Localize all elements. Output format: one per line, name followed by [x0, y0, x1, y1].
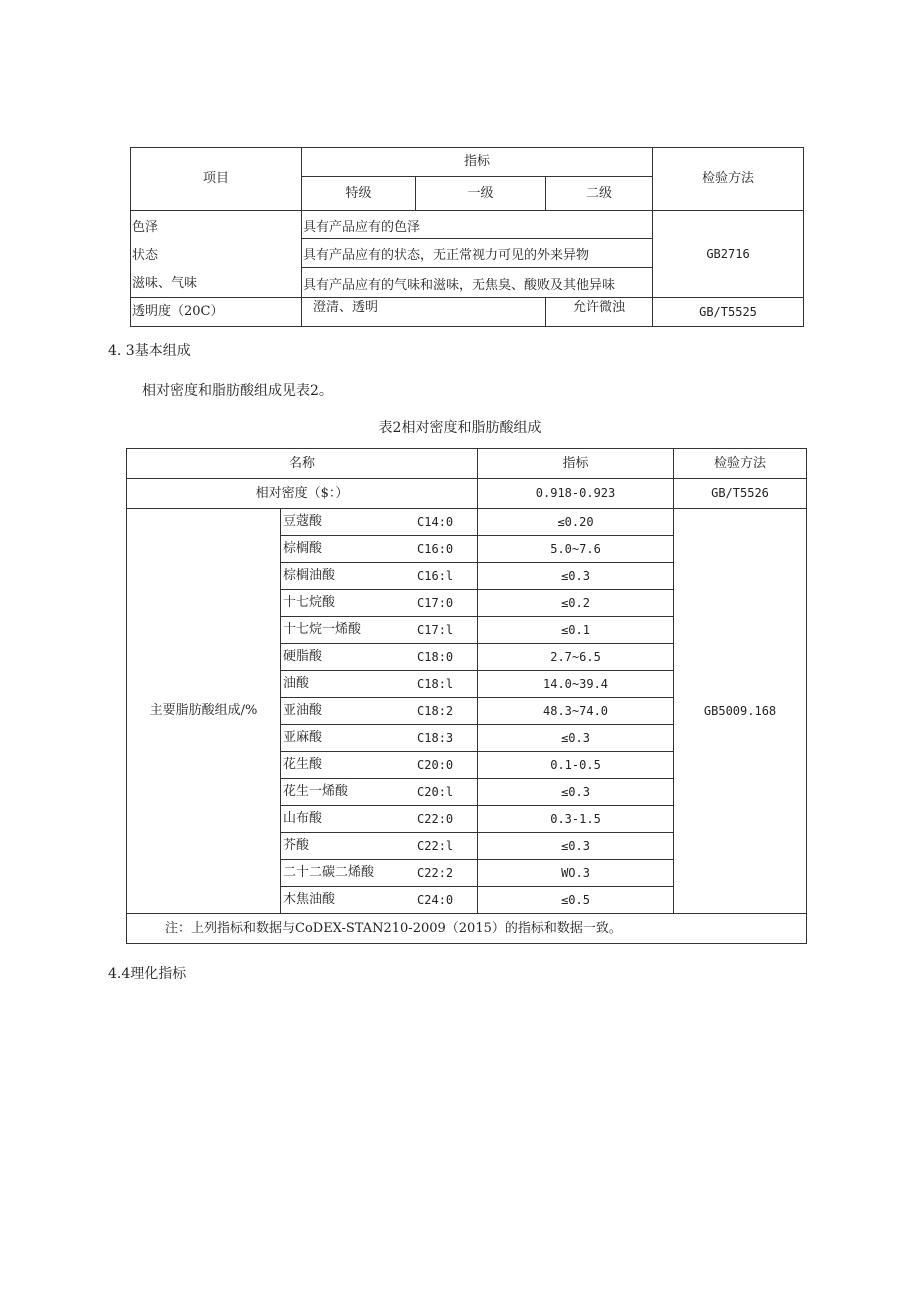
item-taste: 滋味、气味	[132, 276, 198, 291]
fatty-acid-name: 十七烷一烯酸	[283, 622, 362, 638]
fatty-acid-value: 5.0~7.6	[478, 536, 674, 563]
item-transparency: 透明度（20C）	[131, 298, 302, 327]
fatty-acid-name-cell	[281, 887, 478, 914]
fatty-acid-code: C17:l	[417, 622, 454, 637]
fatty-acid-name: 棕榈酸	[283, 541, 323, 557]
fatty-acid-code: C18:0	[417, 649, 454, 664]
fatty-acid-name-cell	[281, 698, 478, 725]
fatty-acid-value: ≤0.20	[478, 509, 674, 536]
header-grade-second: 二级	[546, 177, 653, 211]
fatty-acid-name-cell	[281, 590, 478, 617]
fatty-acid-name-cell	[281, 833, 478, 860]
fatty-acid-name-cell	[281, 536, 478, 563]
density-value: 0.918-0.923	[478, 479, 674, 509]
t2-header-indicator: 指标	[478, 449, 674, 479]
fatty-acid-name-cell	[281, 644, 478, 671]
fatty-acid-code: C16:l	[417, 568, 454, 583]
fatty-acid-name: 豆蔻酸	[283, 514, 323, 530]
fatty-acid-row	[127, 509, 807, 536]
fatty-acid-code: C16:0	[417, 541, 454, 556]
section-paragraph: 相对密度和脂肪酸组成见表2。	[142, 383, 333, 399]
fatty-acid-name: 棕榈油酸	[283, 568, 336, 584]
fatty-acid-value: ≤0.5	[478, 887, 674, 914]
fatty-acid-name-cell	[281, 860, 478, 887]
fatty-acid-value: ≤0.3	[478, 725, 674, 752]
fatty-acid-value: 0.1-0.5	[478, 752, 674, 779]
sensory-method: GB2716	[653, 211, 804, 298]
fatty-acid-code: C17:0	[417, 595, 454, 610]
fatty-acid-name: 亚麻酸	[283, 730, 323, 746]
header-item: 项目	[131, 148, 302, 211]
fatty-acid-name-cell	[281, 779, 478, 806]
fatty-acid-name-cell	[281, 509, 478, 536]
header-grade-special: 特级	[302, 177, 416, 211]
header-grade-first: 一级	[416, 177, 546, 211]
transparency-top-grades: 澄清、透明	[302, 298, 546, 327]
fatty-acid-value: 14.0~39.4	[478, 671, 674, 698]
fatty-acid-code: C22:2	[417, 865, 454, 880]
fatty-acid-code: C14:0	[417, 514, 454, 529]
fatty-acid-value: WO.3	[478, 860, 674, 887]
item-color: 色泽	[132, 220, 159, 235]
fatty-acid-code: C24:0	[417, 892, 454, 907]
sensory-values-cell	[302, 211, 653, 298]
fatty-acid-value: ≤0.1	[478, 617, 674, 644]
fatty-acid-group-label: 主要脂肪酸组成/%	[127, 509, 281, 914]
section-heading-4-4: 4.4理化指标	[108, 966, 187, 982]
fatty-acid-name: 木焦油酸	[283, 892, 336, 908]
value-color: 具有产品应有的色泽	[302, 211, 652, 239]
table2-caption: 表2相对密度和脂肪酸组成	[378, 420, 542, 436]
fatty-acid-value: 2.7~6.5	[478, 644, 674, 671]
fatty-acid-code: C20:0	[417, 757, 454, 772]
fatty-acid-name-cell	[281, 806, 478, 833]
transparency-method: GB/T5525	[653, 298, 804, 327]
fatty-acid-code: C18:l	[417, 676, 454, 691]
fatty-acid-name: 十七烷酸	[283, 595, 336, 611]
header-method: 检验方法	[653, 148, 804, 211]
fatty-acid-code: C18:2	[417, 703, 454, 718]
density-label: 相对密度（$：）	[127, 479, 478, 509]
fatty-acid-code: C18:3	[417, 730, 454, 745]
t2-header-method: 检验方法	[674, 449, 807, 479]
fatty-acid-value: ≤0.3	[478, 563, 674, 590]
fatty-acid-code: C22:l	[417, 838, 454, 853]
sensory-items-cell	[131, 211, 302, 298]
fatty-acid-name: 花生酸	[283, 757, 323, 773]
section-heading-4-3: 4. 3基本组成	[108, 343, 191, 359]
fatty-acid-name: 亚油酸	[283, 703, 323, 719]
fatty-acid-code: C22:0	[417, 811, 454, 826]
quality-table	[130, 147, 804, 327]
fatty-acid-name: 二十二碳二烯酸	[283, 865, 375, 881]
item-state: 状态	[132, 248, 159, 263]
fatty-acid-value: ≤0.3	[478, 779, 674, 806]
fatty-acid-name: 山布酸	[283, 811, 323, 827]
t2-header-name: 名称	[127, 449, 478, 479]
header-indicator: 指标	[302, 148, 653, 177]
fatty-acid-method: GB5009.168	[674, 509, 807, 914]
fatty-acid-name-cell	[281, 617, 478, 644]
fatty-acid-name: 油酸	[283, 676, 310, 692]
table-note: 注：上列指标和数据与CoDEX-STAN210-2009（2015）的指标和数据一致。	[127, 914, 807, 944]
fatty-acid-value: ≤0.3	[478, 833, 674, 860]
fatty-acid-name-cell	[281, 752, 478, 779]
fatty-acid-name: 芥酸	[283, 838, 310, 854]
fatty-acid-name: 硬脂酸	[283, 649, 323, 665]
fatty-acid-value: 48.3~74.0	[478, 698, 674, 725]
fatty-acid-name-cell	[281, 725, 478, 752]
transparency-second-grade: 允许微浊	[546, 298, 653, 327]
value-state: 具有产品应有的状态，无正常视力可见的外来异物	[302, 239, 652, 268]
fatty-acid-name-cell	[281, 671, 478, 698]
fatty-acid-value: 0.3-1.5	[478, 806, 674, 833]
fatty-acid-name-cell	[281, 563, 478, 590]
density-method: GB/T5526	[674, 479, 807, 509]
fatty-acid-code: C20:l	[417, 784, 454, 799]
value-taste: 具有产品应有的气味和滋味，无焦臭、酸败及其他异味	[303, 278, 616, 293]
fatty-acid-table	[126, 448, 807, 944]
fatty-acid-value: ≤0.2	[478, 590, 674, 617]
fatty-acid-name: 花生一烯酸	[283, 784, 349, 800]
